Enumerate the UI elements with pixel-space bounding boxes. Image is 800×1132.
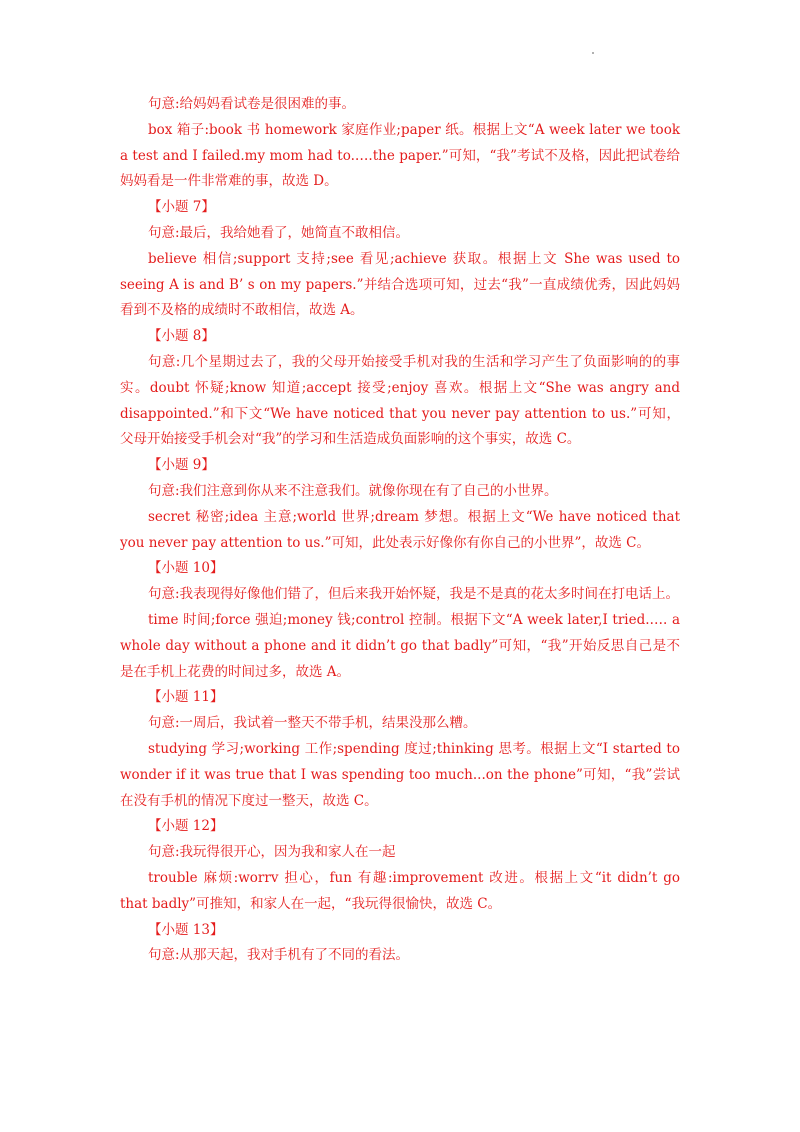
question-heading: 【小题 12】 [148,818,224,835]
explanation-paragraph: 句意:几个星期过去了，我的父母开始接受手机对我的生活和学习产生了负面影响的的事实。doubt 怀疑;know 知道;accept 接受;enjoy 喜欢。根据上文“She was angry and disappointed.”和下文“We have noticed that you never pay attention to us.”可知，父母开始接受手机会对“我”的学习和生活造成负面影响的这个事实，故选 C。 [120,353,680,448]
explanation-paragraph: secret 秘密;idea 主意;world 世界;dream 梦想。根据上文“We have noticed that you never pay attention to us.”可知，此处表示好像你有你自己的小世界”，故选 C。 [120,508,680,551]
question-heading: 【小题 13】 [148,921,224,938]
explanation-paragraph: believe 相信;support 支持;see 看见;achieve 获取。根据上文 She was used to seeing A is and B’ s on my papers.”并结合选项可知，过去“我”一直成绩优秀，因此妈妈看到不及格的成绩时不敢相信，故选 A。 [120,250,680,319]
explanation-paragraph: studying 学习;working 工作;spending 度过;thinking 思考。根据上文“I started to wonder if it was true that I was spending too much...on the phone”可知，“我”尝试在没有手机的情况下度过一整天，故选 C。 [120,740,680,809]
explanation-paragraph: 句意:我们注意到你从来不注意我们。就像你现在有了自己的小世界。 [148,482,558,499]
explanation-paragraph: box 箱子:book 书 homework 家庭作业;paper 纸。根据上文“A week later we took a test and I failed.my mom had to.….the paper.”可知，“我”考试不及格，因此把试卷给妈妈看是一件非常难的事，故选 D。 [120,121,680,190]
explanation-paragraph: 句意:我玩得很开心，因为我和家人在一起 [148,844,396,861]
explanation-paragraph: 句意:一周后，我试着一整天不带手机，结果没那么糟。 [148,715,477,732]
explanation-paragraph: 句意:从那天起，我对手机有了不同的看法。 [148,947,410,964]
question-heading: 【小题 8】 [148,328,215,345]
explanation-paragraph: time 时间;force 强迫;money 钱;control 控制。根据下文“A week later,I tried.…. a whole day without a phone and it didn’t go that badly”可知，“我”开始反思自己是不是在手机上花费的时间过多，故选 A。 [120,611,680,680]
explanation-paragraph: 句意:我表现得好像他们错了，但后来我开始怀疑，我是不是真的花太多时间在打电话上。 [148,586,680,603]
question-heading: 【小题 10】 [148,560,224,577]
question-heading: 【小题 7】 [148,199,215,216]
answer-explanations [120,92,680,969]
question-heading: 【小题 9】 [148,457,215,474]
page-mark [592,52,594,54]
explanation-paragraph: 句意:最后，我给她看了，她简直不敢相信。 [148,224,410,241]
explanation-paragraph: 句意:给妈妈看试卷是很困难的事。 [148,96,356,112]
question-heading: 【小题 11】 [148,689,224,706]
explanation-paragraph: trouble 麻烦:worrv 担心，fun 有趣:improvement 改进。根据上文“it didn’t go that badly”可推知，和家人在一起，“我玩得很愉快，故选 C。 [120,869,680,912]
